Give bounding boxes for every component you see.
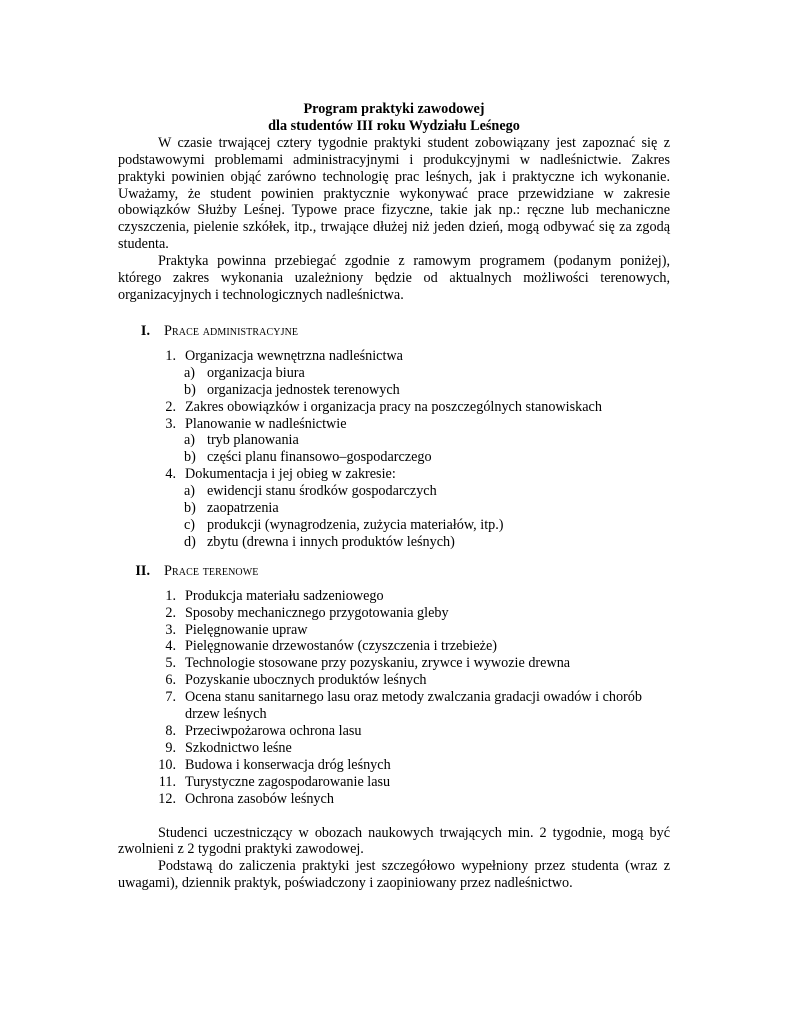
sub-list-item — [118, 483, 670, 500]
list-item-number: 4. — [165, 466, 176, 483]
list-item-number: 5. — [165, 655, 176, 672]
sub-list-item-text: ewidencji stanu środków gospodarczych — [207, 483, 437, 500]
list-item — [118, 791, 670, 808]
sub-list-item — [118, 449, 670, 466]
sub-list-item — [118, 500, 670, 517]
sub-list-item — [118, 382, 670, 399]
list-item-number: 2. — [165, 604, 176, 621]
sub-list-item-text: zbytu (drewna i innych produktów leśnych) — [207, 533, 455, 550]
section-1-heading — [118, 323, 670, 340]
list-item-text: Ocena stanu sanitarnego lasu oraz metody zwalczania gradacji owadów i chorób drzew leśnych — [185, 689, 642, 723]
sub-list-item-letter: b) — [184, 500, 196, 517]
intro-paragraph-2: Praktyka powinna przebiegać zgodnie z ramowym programem (podanym poniżej), którego zakres wykonania uzależniony będzie od aktualnych możliwości terenowych, organizacyjnych i technologicznych nadleśnictwa. — [118, 253, 670, 303]
document-title-line-2: dla studentów III roku Wydziału Leśnego — [268, 117, 520, 134]
list-item-number: 3. — [165, 415, 176, 432]
sub-list-item-letter: c) — [184, 516, 196, 533]
sub-list-item-text: organizacja biura — [207, 364, 305, 381]
list-item — [118, 740, 670, 757]
list-item-text: Turystyczne zagospodarowanie lasu — [185, 773, 391, 790]
list-item-text: Budowa i konserwacja dróg leśnych — [185, 756, 391, 773]
list-item-number: 9. — [165, 739, 176, 756]
list-item-text: Pielęgnowanie upraw — [185, 621, 308, 638]
list-item-number: 10. — [158, 756, 176, 773]
list-item-number: 8. — [165, 723, 176, 739]
list-item-text: Organizacja wewnętrzna nadleśnictwa — [185, 347, 403, 364]
list-item-text: Pozyskanie ubocznych produktów leśnych — [185, 672, 427, 689]
list-item-text: Zakres obowiązków i organizacja pracy na poszczególnych stanowiskach — [185, 398, 602, 415]
intro-paragraph-1: W czasie trwającej cztery tygodnie praktyki student zobowiązany jest zapoznać się z podstawowymi problemami administracyjnymi i produkcyjnymi w nadleśnictwie. Zakres praktyki powinien objąć zarówno technologię prac leśnych, jak i praktyczne ich wykonanie. Uważamy, że student powinien praktycznie wykonywać prace przewidziane w zakresie obowiązków Służby Leśnej. Typowe prace fizyczne, takie jak np.: ręczne lub mechaniczne czyszczenia, pielenie szkółek, itp., trwające dłużej niż jeden dzień, mogą odbywać się za zgodą studenta. — [118, 134, 670, 253]
list-item — [118, 723, 670, 740]
sub-list-item — [118, 534, 670, 551]
list-item — [118, 622, 670, 639]
document-title-line-1: Program praktyki zawodowej — [303, 101, 485, 117]
list-item — [118, 638, 670, 655]
list-item — [118, 757, 670, 774]
list-item-text: Sposoby mechanicznego przygotowania gleby — [185, 604, 449, 621]
list-item-number: 12. — [158, 790, 176, 807]
sub-list-item-letter: d) — [184, 533, 196, 550]
section-1-number: I. — [140, 322, 150, 339]
section-2-list — [118, 588, 670, 808]
list-item-number: 1. — [165, 347, 176, 364]
list-item — [118, 416, 670, 433]
sub-list-item-text: produkcji (wynagrodzenia, zużycia materiałów, itp.) — [207, 516, 504, 533]
section-2-number: II. — [135, 562, 150, 579]
document-content — [118, 101, 670, 892]
list-item — [118, 774, 670, 791]
list-item — [118, 399, 670, 416]
sub-list-item-text: organizacja jednostek terenowych — [207, 381, 400, 398]
list-item — [118, 466, 670, 483]
list-item-number: 7. — [165, 689, 176, 706]
sub-list-item-text: zaopatrzenia — [207, 500, 279, 517]
sub-list-item-letter: a) — [184, 364, 196, 381]
list-item-text: Dokumentacja i jej obieg w zakresie: — [185, 466, 396, 483]
section-2-heading — [118, 563, 670, 580]
list-item — [118, 689, 670, 723]
list-item — [118, 605, 670, 622]
sub-list-item-letter: a) — [184, 432, 196, 449]
list-item-text: Ochrona zasobów leśnych — [185, 790, 334, 807]
sub-list-item-letter: a) — [184, 483, 196, 500]
sub-list-item-text: tryb planowania — [207, 432, 299, 449]
list-item-number: 3. — [165, 621, 176, 638]
sub-list-item-letter: b) — [184, 381, 196, 398]
list-item — [118, 348, 670, 365]
sub-list-item — [118, 517, 670, 534]
section-1-title: Prace administracyjne — [164, 322, 299, 339]
sub-list-item-text: części planu finansowo–gospodarczego — [207, 449, 432, 466]
list-item — [118, 588, 670, 605]
closing-paragraph-1: Studenci uczestniczący w obozach naukowych trwających min. 2 tygodnie, mogą być zwolnieni z 2 tygodni praktyki zawodowej. — [118, 824, 670, 858]
closing-paragraph-2: Podstawą do zaliczenia praktyki jest szczegółowo wypełniony przez studenta (wraz z uwagami), dziennik praktyk, poświadczony i zaopiniowany przez nadleśnictwo. — [118, 858, 670, 892]
section-2-title: Prace terenowe — [164, 562, 259, 579]
list-item-number: 1. — [165, 587, 176, 604]
list-item-text: Technologie stosowane przy pozyskaniu, zrywce i wywozie drewna — [185, 655, 571, 672]
list-item-text: Planowanie w nadleśnictwie — [185, 415, 347, 432]
sub-list-item-letter: b) — [184, 449, 196, 466]
list-item-number: 6. — [165, 672, 176, 689]
list-item-number: 2. — [165, 398, 176, 415]
list-item-text: Pielęgnowanie drzewostanów (czyszczenia i trzebieże) — [185, 638, 497, 655]
list-item-number: 11. — [158, 773, 176, 790]
list-item-text: Produkcja materiału sadzeniowego — [185, 587, 384, 604]
sub-list-item — [118, 365, 670, 382]
list-item-text: Przeciwpożarowa ochrona lasu — [185, 723, 362, 739]
list-item — [118, 672, 670, 689]
list-item-number: 4. — [165, 638, 176, 655]
section-1-list — [118, 348, 670, 551]
list-item — [118, 655, 670, 672]
list-item-text: Szkodnictwo leśne — [185, 739, 292, 756]
sub-list-item — [118, 432, 670, 449]
